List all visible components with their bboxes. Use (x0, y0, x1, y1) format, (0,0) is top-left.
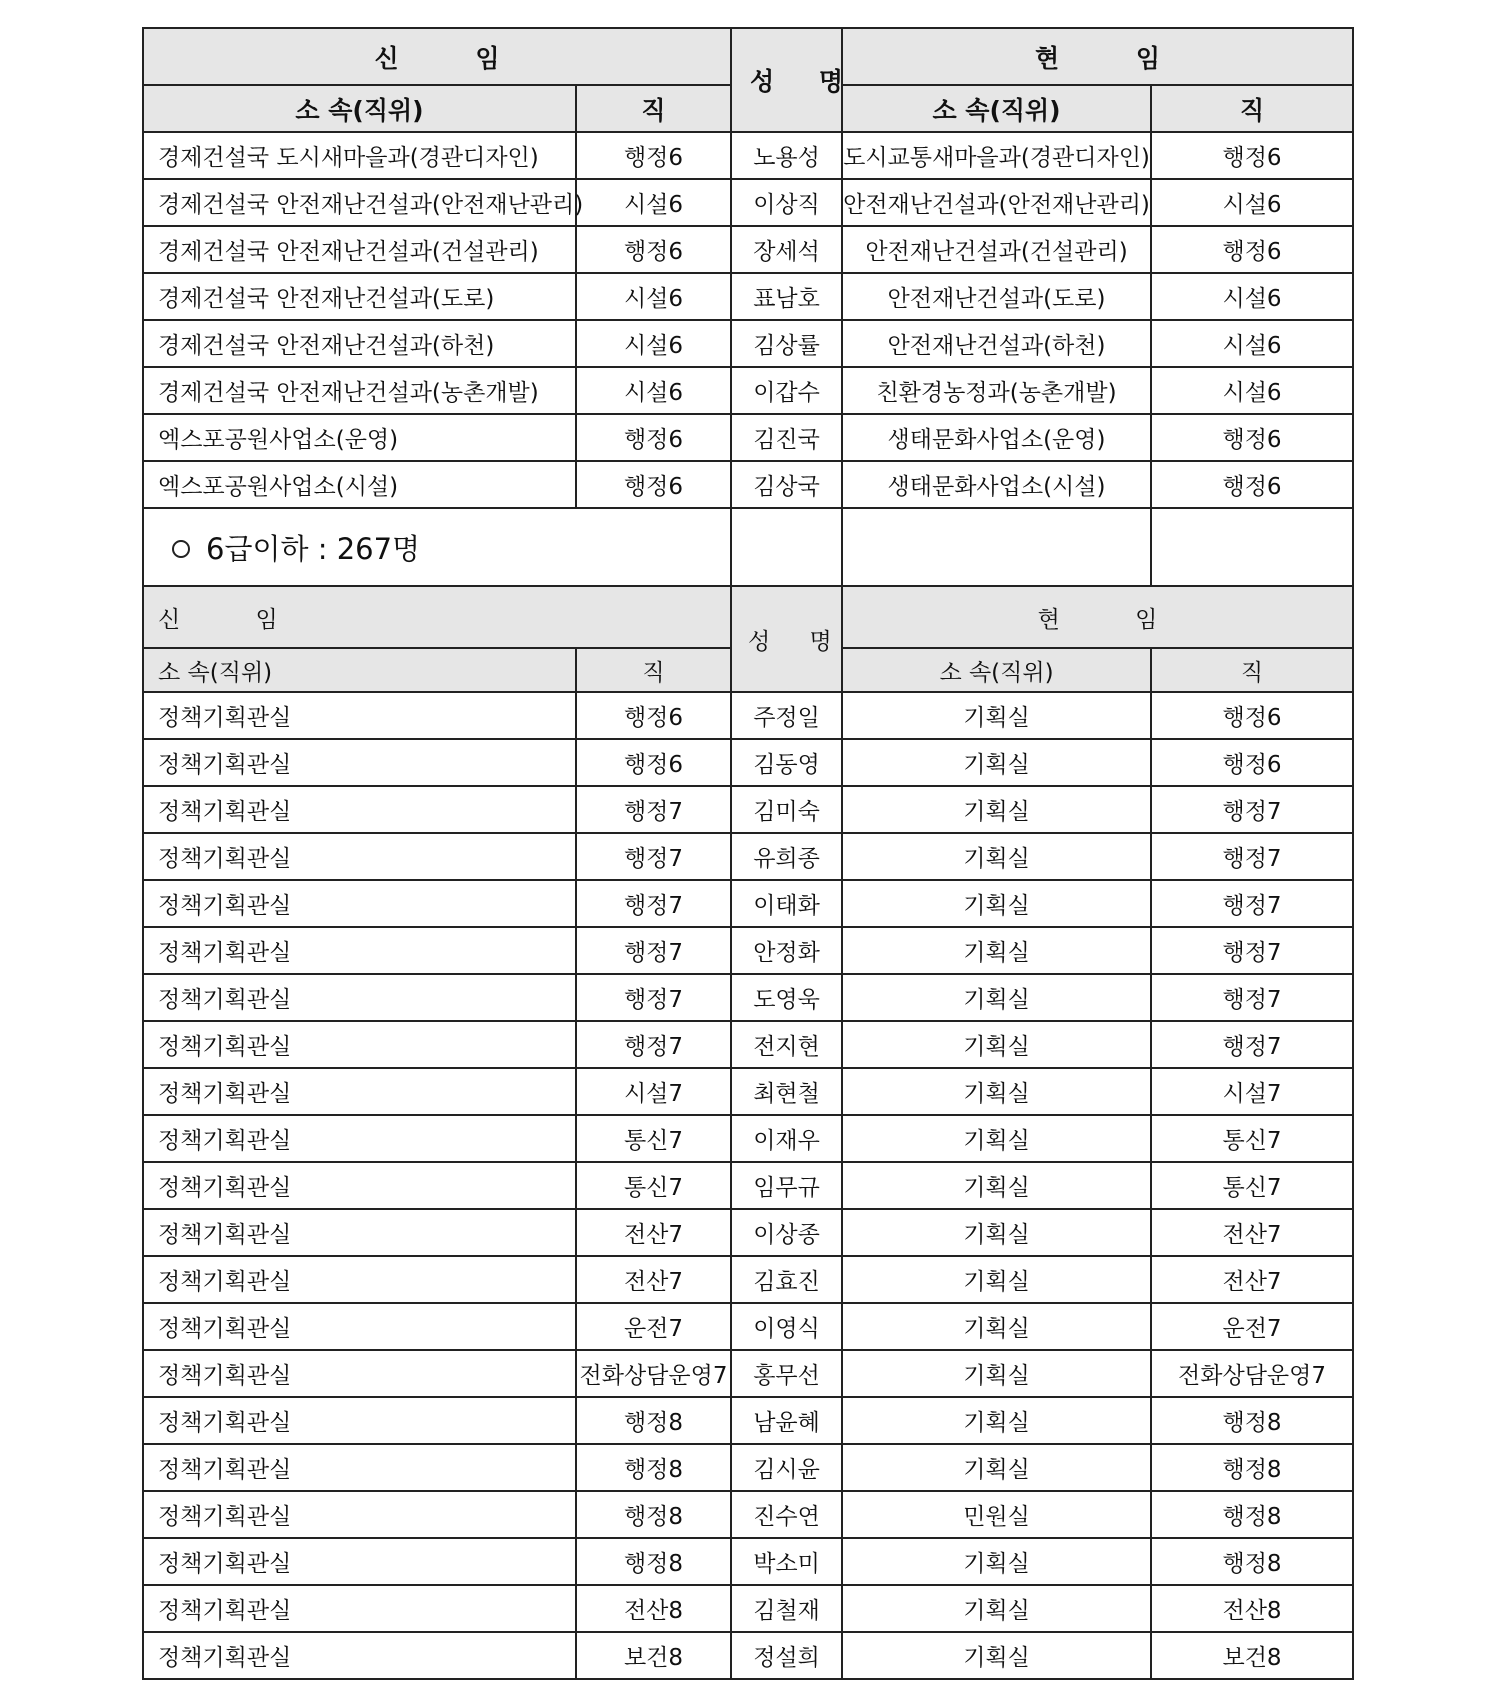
new-dept-cell: 정책기획관실 (143, 1444, 576, 1491)
table-row (143, 179, 1353, 226)
new-dept-cell: 경제건설국 안전재난건설과(하천) (143, 320, 576, 367)
name-cell: 김미숙 (731, 786, 842, 833)
current-dept-cell: 안전재난건설과(하천) (842, 320, 1151, 367)
current-dept-cell: 안전재난건설과(도로) (842, 273, 1151, 320)
new-dept-cell: 정책기획관실 (143, 1585, 576, 1632)
current-grade-cell: 행정7 (1151, 786, 1353, 833)
current-grade-cell: 행정6 (1151, 414, 1353, 461)
current-grade-header: 직 (1151, 85, 1353, 132)
new-dept-cell: 엑스포공원사업소(운영) (143, 414, 576, 461)
new-dept-cell: 정책기획관실 (143, 1068, 576, 1115)
new-dept-cell: 정책기획관실 (143, 1162, 576, 1209)
table-row (143, 833, 1353, 880)
current-dept-cell: 생태문화사업소(시설) (842, 461, 1151, 508)
current-grade-cell: 행정6 (1151, 739, 1353, 786)
current-grade-cell: 행정8 (1151, 1397, 1353, 1444)
new-grade-cell: 행정7 (576, 927, 731, 974)
table-row (143, 880, 1353, 927)
new-dept-cell: 정책기획관실 (143, 1209, 576, 1256)
current-grade-cell: 행정7 (1151, 927, 1353, 974)
new-grade-cell: 전산8 (576, 1585, 731, 1632)
name-cell: 정설희 (731, 1632, 842, 1679)
circle-bullet-icon (172, 540, 190, 558)
table-row (143, 786, 1353, 833)
new-grade-cell: 행정8 (576, 1491, 731, 1538)
current-grade-cell: 전산8 (1151, 1585, 1353, 1632)
table-row (143, 367, 1353, 414)
new-dept-cell: 정책기획관실 (143, 786, 576, 833)
current-dept-cell: 기획실 (842, 927, 1151, 974)
name-cell: 이재우 (731, 1115, 842, 1162)
current-dept-cell: 안전재난건설과(건설관리) (842, 226, 1151, 273)
name-cell: 표남호 (731, 273, 842, 320)
new-grade-cell: 행정6 (576, 461, 731, 508)
table-row (143, 1256, 1353, 1303)
name-cell: 김효진 (731, 1256, 842, 1303)
current-grade-cell: 시설7 (1151, 1068, 1353, 1115)
current-dept-cell: 기획실 (842, 880, 1151, 927)
name-cell: 도영욱 (731, 974, 842, 1021)
empty-cell (1151, 508, 1353, 586)
table-row (143, 927, 1353, 974)
current-dept-cell: 기획실 (842, 1538, 1151, 1585)
current-grade-cell: 통신7 (1151, 1115, 1353, 1162)
current-grade-cell: 행정7 (1151, 974, 1353, 1021)
new-grade-header: 직 (576, 85, 731, 132)
name-cell: 임무규 (731, 1162, 842, 1209)
current-grade-cell: 전산7 (1151, 1256, 1353, 1303)
current-dept-cell: 기획실 (842, 1115, 1151, 1162)
table-row (143, 974, 1353, 1021)
current-grade-cell: 통신7 (1151, 1162, 1353, 1209)
table-row (143, 1303, 1353, 1350)
new-dept-cell: 경제건설국 안전재난건설과(도로) (143, 273, 576, 320)
empty-cell (731, 508, 842, 586)
new-grade-cell: 행정6 (576, 414, 731, 461)
new-dept-cell: 정책기획관실 (143, 1350, 576, 1397)
table2-header-row-1 (143, 586, 1353, 648)
new-dept-cell: 정책기획관실 (143, 1491, 576, 1538)
current-grade-cell: 시설6 (1151, 367, 1353, 414)
table-row (143, 1538, 1353, 1585)
table-row (143, 273, 1353, 320)
current-dept-cell: 기획실 (842, 739, 1151, 786)
new-grade-cell: 행정6 (576, 692, 731, 739)
current-grade-cell: 시설6 (1151, 320, 1353, 367)
new-dept-cell: 경제건설국 안전재난건설과(안전재난관리) (143, 179, 576, 226)
table-row (143, 739, 1353, 786)
current-grade-cell: 시설6 (1151, 273, 1353, 320)
current-dept-cell: 기획실 (842, 1021, 1151, 1068)
new-dept-cell: 정책기획관실 (143, 927, 576, 974)
table-row (143, 414, 1353, 461)
current-grade-cell: 행정8 (1151, 1538, 1353, 1585)
current-dept-cell: 기획실 (842, 1256, 1151, 1303)
current-dept-cell: 친환경농정과(농촌개발) (842, 367, 1151, 414)
new-dept-cell: 정책기획관실 (143, 1397, 576, 1444)
table-row (143, 132, 1353, 179)
new-dept-cell: 경제건설국 안전재난건설과(농촌개발) (143, 367, 576, 414)
current-grade-cell: 행정7 (1151, 1021, 1353, 1068)
table-row (143, 461, 1353, 508)
new-dept-header: 소 속(직위) (143, 648, 576, 692)
new-grade-cell: 보건8 (576, 1632, 731, 1679)
name-cell: 김진국 (731, 414, 842, 461)
name-cell: 유희종 (731, 833, 842, 880)
current-dept-cell: 도시교통새마을과(경관디자인) (842, 132, 1151, 179)
new-grade-cell: 시설6 (576, 367, 731, 414)
name-cell: 이상종 (731, 1209, 842, 1256)
name-cell: 장세석 (731, 226, 842, 273)
new-grade-cell: 전화상담운영7 (576, 1350, 731, 1397)
name-cell: 주정일 (731, 692, 842, 739)
new-grade-cell: 행정6 (576, 739, 731, 786)
current-grade-cell: 행정6 (1151, 226, 1353, 273)
current-grade-cell: 행정7 (1151, 880, 1353, 927)
name-cell: 김상국 (731, 461, 842, 508)
current-dept-cell: 생태문화사업소(운영) (842, 414, 1151, 461)
current-dept-header: 소 속(직위) (842, 648, 1151, 692)
new-post-header: 신 임 (143, 28, 731, 85)
name-cell: 박소미 (731, 1538, 842, 1585)
table-row (143, 1021, 1353, 1068)
name-cell: 김철재 (731, 1585, 842, 1632)
new-grade-cell: 운전7 (576, 1303, 731, 1350)
new-grade-cell: 시설6 (576, 273, 731, 320)
current-dept-cell: 기획실 (842, 1068, 1151, 1115)
current-grade-cell: 시설6 (1151, 179, 1353, 226)
table-row (143, 1491, 1353, 1538)
new-grade-cell: 전산7 (576, 1209, 731, 1256)
new-grade-cell: 행정7 (576, 786, 731, 833)
name-cell: 김동영 (731, 739, 842, 786)
current-dept-cell: 기획실 (842, 1350, 1151, 1397)
current-dept-cell: 기획실 (842, 1397, 1151, 1444)
new-grade-cell: 행정8 (576, 1397, 731, 1444)
new-grade-header: 직 (576, 648, 731, 692)
table-row (143, 1444, 1353, 1491)
current-dept-cell: 기획실 (842, 1585, 1151, 1632)
name-cell: 이갑수 (731, 367, 842, 414)
name-cell: 이상직 (731, 179, 842, 226)
new-grade-cell: 시설6 (576, 320, 731, 367)
current-grade-cell: 행정8 (1151, 1491, 1353, 1538)
new-grade-cell: 행정7 (576, 880, 731, 927)
table-row (143, 1115, 1353, 1162)
current-dept-cell: 기획실 (842, 692, 1151, 739)
current-dept-cell: 기획실 (842, 1162, 1151, 1209)
name-cell: 이영식 (731, 1303, 842, 1350)
current-grade-cell: 보건8 (1151, 1632, 1353, 1679)
current-dept-cell: 안전재난건설과(안전재난관리) (842, 179, 1151, 226)
new-grade-cell: 행정6 (576, 132, 731, 179)
current-post-header: 현 임 (842, 586, 1353, 648)
name-cell: 노용성 (731, 132, 842, 179)
name-cell: 전지현 (731, 1021, 842, 1068)
personnel-table (142, 27, 1354, 1680)
current-grade-cell: 행정8 (1151, 1444, 1353, 1491)
new-grade-cell: 행정7 (576, 974, 731, 1021)
current-grade-cell: 행정6 (1151, 461, 1353, 508)
new-dept-cell: 정책기획관실 (143, 1256, 576, 1303)
table-row (143, 1350, 1353, 1397)
current-dept-cell: 기획실 (842, 1209, 1151, 1256)
current-grade-header: 직 (1151, 648, 1353, 692)
table-row (143, 1585, 1353, 1632)
current-dept-cell: 기획실 (842, 833, 1151, 880)
table-row (143, 1068, 1353, 1115)
current-dept-cell: 민원실 (842, 1491, 1151, 1538)
new-dept-cell: 정책기획관실 (143, 1021, 576, 1068)
current-grade-cell: 운전7 (1151, 1303, 1353, 1350)
table-row (143, 1209, 1353, 1256)
new-grade-cell: 전산7 (576, 1256, 731, 1303)
section-row (143, 508, 1353, 586)
new-dept-cell: 정책기획관실 (143, 1632, 576, 1679)
table-row (143, 1162, 1353, 1209)
new-grade-cell: 시설7 (576, 1068, 731, 1115)
name-cell: 홍무선 (731, 1350, 842, 1397)
name-header: 성 명 (731, 28, 842, 132)
section-label: 6급이하 : 267명 (206, 531, 421, 566)
current-dept-header: 소 속(직위) (842, 85, 1151, 132)
new-dept-cell: 경제건설국 도시새마을과(경관디자인) (143, 132, 576, 179)
new-dept-cell: 경제건설국 안전재난건설과(건설관리) (143, 226, 576, 273)
new-dept-cell: 정책기획관실 (143, 692, 576, 739)
name-cell: 안정화 (731, 927, 842, 974)
new-dept-cell: 정책기획관실 (143, 833, 576, 880)
table-row (143, 1632, 1353, 1679)
current-grade-cell: 전화상담운영7 (1151, 1350, 1353, 1397)
name-cell: 최현철 (731, 1068, 842, 1115)
name-cell: 김시윤 (731, 1444, 842, 1491)
name-cell: 이태화 (731, 880, 842, 927)
name-header: 성 명 (731, 586, 842, 692)
current-post-header: 현 임 (842, 28, 1353, 85)
current-dept-cell: 기획실 (842, 786, 1151, 833)
new-dept-cell: 정책기획관실 (143, 974, 576, 1021)
table-row (143, 226, 1353, 273)
new-dept-cell: 정책기획관실 (143, 1538, 576, 1585)
table-row (143, 692, 1353, 739)
current-grade-cell: 전산7 (1151, 1209, 1353, 1256)
new-grade-cell: 통신7 (576, 1162, 731, 1209)
new-grade-cell: 행정8 (576, 1538, 731, 1585)
table1-header-row-1 (143, 28, 1353, 85)
current-dept-cell: 기획실 (842, 1303, 1151, 1350)
current-dept-cell: 기획실 (842, 1632, 1151, 1679)
name-cell: 진수연 (731, 1491, 842, 1538)
table-row (143, 1397, 1353, 1444)
new-post-header: 신 임 (143, 586, 731, 648)
section-heading (143, 508, 731, 586)
new-grade-cell: 시설6 (576, 179, 731, 226)
current-grade-cell: 행정7 (1151, 833, 1353, 880)
current-dept-cell: 기획실 (842, 974, 1151, 1021)
current-grade-cell: 행정6 (1151, 132, 1353, 179)
table-row (143, 320, 1353, 367)
current-grade-cell: 행정6 (1151, 692, 1353, 739)
empty-cell (842, 508, 1151, 586)
new-dept-cell: 정책기획관실 (143, 1303, 576, 1350)
new-grade-cell: 통신7 (576, 1115, 731, 1162)
new-dept-header: 소 속(직위) (143, 85, 576, 132)
current-dept-cell: 기획실 (842, 1444, 1151, 1491)
new-dept-cell: 정책기획관실 (143, 1115, 576, 1162)
new-grade-cell: 행정6 (576, 226, 731, 273)
name-cell: 김상률 (731, 320, 842, 367)
new-dept-cell: 정책기획관실 (143, 739, 576, 786)
new-grade-cell: 행정7 (576, 833, 731, 880)
new-dept-cell: 정책기획관실 (143, 880, 576, 927)
name-cell: 남윤혜 (731, 1397, 842, 1444)
new-grade-cell: 행정7 (576, 1021, 731, 1068)
new-grade-cell: 행정8 (576, 1444, 731, 1491)
new-dept-cell: 엑스포공원사업소(시설) (143, 461, 576, 508)
